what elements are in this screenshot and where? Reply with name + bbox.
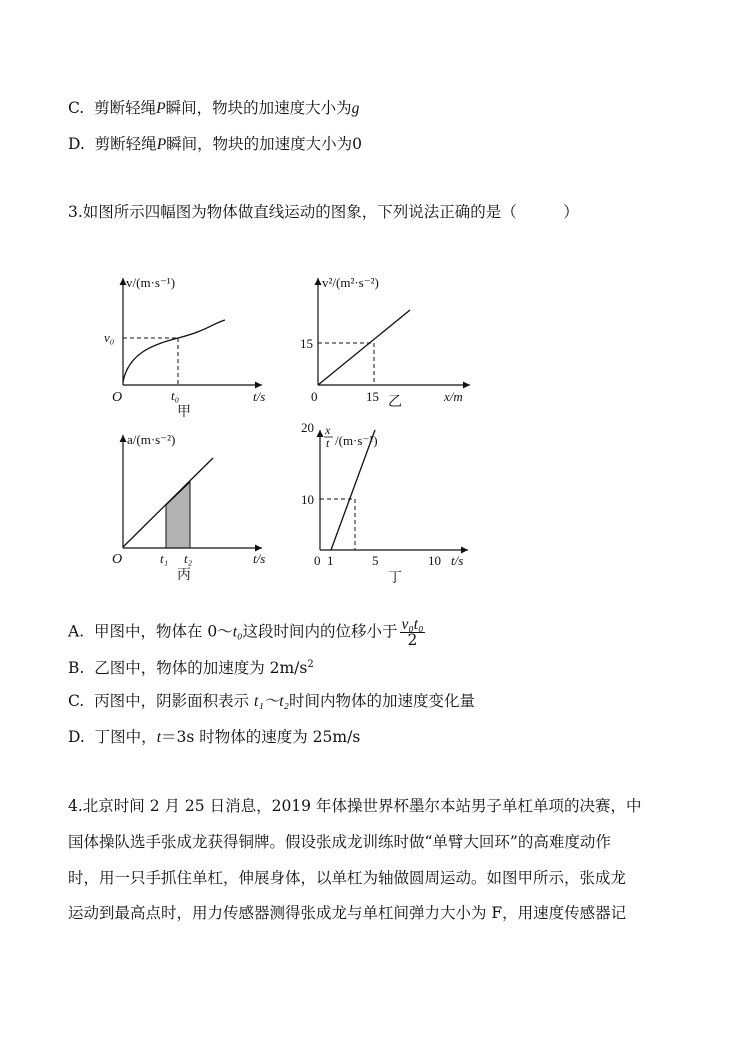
q4-line-1: 4.北京时间 2 月 25 日消息，2019 年体操世界杯墨尔本站男子单杠单项的决赛，中 <box>68 797 642 815</box>
ding-ylabel-num: x <box>325 423 331 437</box>
q3-option-d: D. 丁图中，t＝3s 时物体的速度为 25m/s <box>68 728 361 746</box>
bing-origin: O <box>112 552 123 567</box>
graph-ding <box>301 420 468 586</box>
graph-jia <box>104 275 265 420</box>
bing-xtick1: t₁ <box>160 551 169 566</box>
bing-ylabel: a/(m·s⁻²) <box>127 432 176 447</box>
q3-option-a: A. 甲图中，物体在 0～t₀这段时间内的位移小于 $\frac{\text{v₀t₀}}{2}$ <box>68 616 424 649</box>
ding-xtick-5: 5 <box>372 553 379 568</box>
yi-ytick: 15 <box>300 336 313 351</box>
yi-xlabel: x/m <box>444 389 463 404</box>
ding-xtick-0: 0 <box>314 553 321 568</box>
jia-origin: O <box>112 390 123 405</box>
graph-bing <box>112 432 265 583</box>
bing-xtick2: t₂ <box>184 551 193 566</box>
bing-xlabel: t/s <box>253 551 266 566</box>
ding-ytick-20: 20 <box>301 420 314 435</box>
jia-ytick: v₀ <box>104 330 115 345</box>
q3-option-c: C. 丙图中，阴影面积表示 t₁～t₂时间内物体的加速度变化量 <box>68 692 475 710</box>
q3-option-b: B. 乙图中，物体的加速度为 $2m/s^2$ <box>68 659 314 678</box>
yi-xtick: 15 <box>366 389 379 404</box>
ding-ytick-10: 10 <box>301 492 314 507</box>
ding-line <box>331 430 375 550</box>
yi-line <box>318 310 410 385</box>
bing-name: 丙 <box>177 567 191 583</box>
graph-yi <box>300 275 470 410</box>
q4-line-4: 运动到最高点时，用力传感器测得张成龙与单杠间弹力大小为 F，用速度传感器记 <box>68 904 627 922</box>
fraction: $\frac{\text{v₀t₀}}{2}$ <box>401 616 424 649</box>
ding-ylabel-den: t <box>326 436 330 450</box>
jia-xtick: t₀ <box>171 388 180 403</box>
jia-curve <box>123 320 225 382</box>
ding-xtick-1: 1 <box>327 553 334 568</box>
prev-option-c: C. 剪断轻绳P瞬间，物块的加速度大小为g <box>68 99 360 117</box>
yi-name: 乙 <box>388 394 402 410</box>
jia-ylabel: v/(m·s⁻¹) <box>126 275 176 290</box>
q4-line-3: 时，用一只手抓住单杠，伸展身体，以单杠为轴做圆周运动。如图甲所示，张成龙 <box>68 869 627 887</box>
ding-name: 丁 <box>388 570 402 586</box>
jia-name: 甲 <box>177 404 191 420</box>
jia-xlabel: t/s <box>253 389 266 404</box>
ding-xtick-10: 10 <box>428 553 441 568</box>
q3-figure <box>0 260 743 600</box>
yi-origin: 0 <box>311 389 318 404</box>
q3-stem: 3.如图所示四幅图为物体做直线运动的图象，下列说法正确的是（ ） <box>68 203 579 221</box>
ding-xlabel: t/s <box>451 553 464 568</box>
q4-line-2: 国体操队选手张成龙获得铜牌。假设张成龙训练时做“单臂大回环”的高难度动作 <box>68 833 611 851</box>
ding-ylabel-unit: /(m·s⁻¹) <box>335 433 378 448</box>
yi-ylabel: v²/(m²·s⁻²) <box>322 275 379 290</box>
prev-option-d: D. 剪断轻绳P瞬间，物块的加速度大小为0 <box>68 135 363 153</box>
